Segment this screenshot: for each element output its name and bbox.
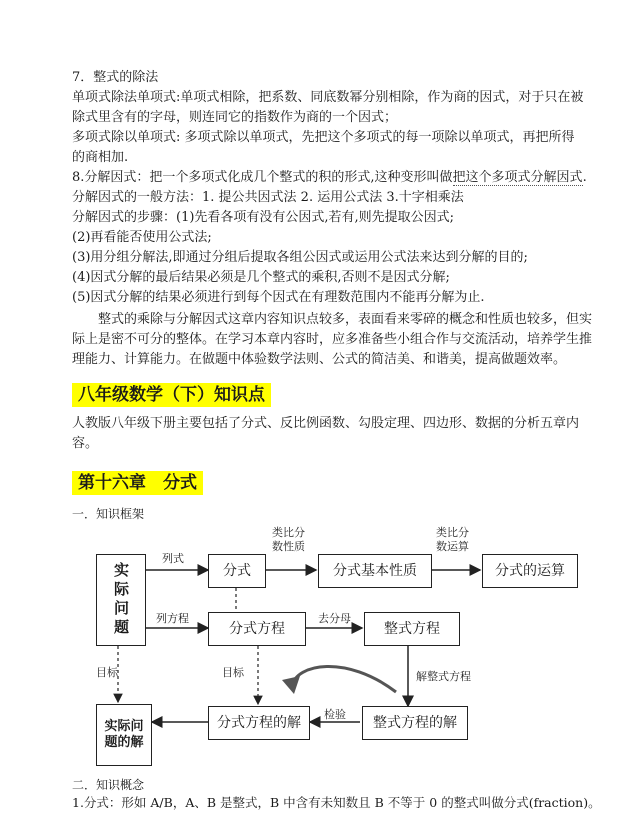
page-content <box>72 68 592 370</box>
grade8-intro: 人教版八年级下册主要包括了分式、反比例函数、勾股定理、四边形、数据的分析五章内容。 <box>72 416 580 451</box>
section7-line4: 的商相加. <box>72 150 129 165</box>
label-solve-integer-eq: 解整式方程 <box>416 670 471 683</box>
section8-line6: (4)因式分解的最后结果必须是几个整式的乘积,否则不是因式分解; <box>72 270 450 285</box>
box-fraction-equation-solution: 分式方程的解 <box>208 706 310 740</box>
section8-line5: (3)用分组分解法,即通过分组后提取各组公因式或运用公式法来达到分解的目的; <box>72 250 528 265</box>
box-fraction-basic-property: 分式基本性质 <box>318 554 432 588</box>
knowledge-framework-diagram <box>96 524 616 772</box>
section8-line1-a: 8.分解因式：把一个多项式化成几个整式的积的形式,这种变形叫做 <box>72 170 453 185</box>
chapter16-heading: 第十六章 分式 <box>72 471 203 495</box>
label-list-expr: 列式 <box>162 552 184 565</box>
grade8-heading: 八年级数学（下）知识点 <box>72 383 271 407</box>
box-fraction: 分式 <box>208 554 266 588</box>
section7-line1: 单项式除法单项式:单项式相除，把系数、同底数幂分别相除，作为商的因式，对于只在被 <box>72 90 584 105</box>
box-fraction-operation: 分式的运算 <box>482 554 578 588</box>
box-integer-equation-solution: 整式方程的解 <box>362 706 468 740</box>
label-analogy-property-1: 类比分 <box>272 526 305 539</box>
section8-line3: 分解因式的步骤：(1)先看各项有没有公因式,若有,则先提取公因式; <box>72 210 455 225</box>
label-remove-denominator: 去分母 <box>318 612 351 625</box>
section8-line7: (5)因式分解的结果必须进行到每个因式在有理数范围内不能再分解为止. <box>72 290 485 305</box>
section7-title: 7．整式的除法 <box>72 70 159 85</box>
framework-title: 一．知识框架 <box>72 507 145 521</box>
label-goal-left: 目标 <box>96 666 118 679</box>
curved-return-arrow <box>292 666 396 692</box>
section8-line1 <box>72 168 592 188</box>
section8-line2: 分解因式的一般方法：1. 提公共因式法 2. 运用公式法 3.十字相乘法 <box>72 190 464 205</box>
box-fraction-equation: 分式方程 <box>208 612 306 646</box>
label-list-equation: 列方程 <box>156 612 189 625</box>
box-real-problem: 实际问题 <box>96 554 146 646</box>
box-integer-equation: 整式方程 <box>364 612 460 646</box>
label-analogy-property-2: 数性质 <box>272 540 305 553</box>
chapter-summary: 整式的乘除与分解因式这章内容知识点较多，表面看来零碎的概念和性质也较多，但实际上是密不可分的整体。在学习本章内容时，应多准备些小组合作与交流活动，培养学生推理能力、计算能力。在做题中体验数学法则、公式的简洁美、和谐美，提高做题效率。 <box>72 312 593 367</box>
label-goal-mid: 目标 <box>222 666 244 679</box>
section8-line1-c: . <box>582 170 587 185</box>
curved-return-arrowhead <box>282 676 300 694</box>
box-real-problem-solution: 实际问题的解 <box>96 704 152 766</box>
section7-line3: 多项式除以单项式: 多项式除以单项式，先把这个多项式的每一项除以单项式，再把所得 <box>72 130 575 145</box>
label-analogy-operation-2: 数运算 <box>436 540 469 553</box>
label-check: 检验 <box>324 708 346 721</box>
section8-line1-underlined: 把这个多项式分解因式 <box>452 170 583 185</box>
label-analogy-operation-1: 类比分 <box>436 526 469 539</box>
concept-1: 1.分式：形如 A/B，A、B 是整式，B 中含有未知数且 B 不等于 0 的整式叫做分式(fraction)。 <box>72 795 601 810</box>
concepts-title: 二．知识概念 <box>72 778 145 792</box>
section7-line2: 除式里含有的字母，则连同它的指数作为商的一个因式； <box>72 110 398 125</box>
section8-line4: (2)再看能否使用公式法; <box>72 230 212 245</box>
